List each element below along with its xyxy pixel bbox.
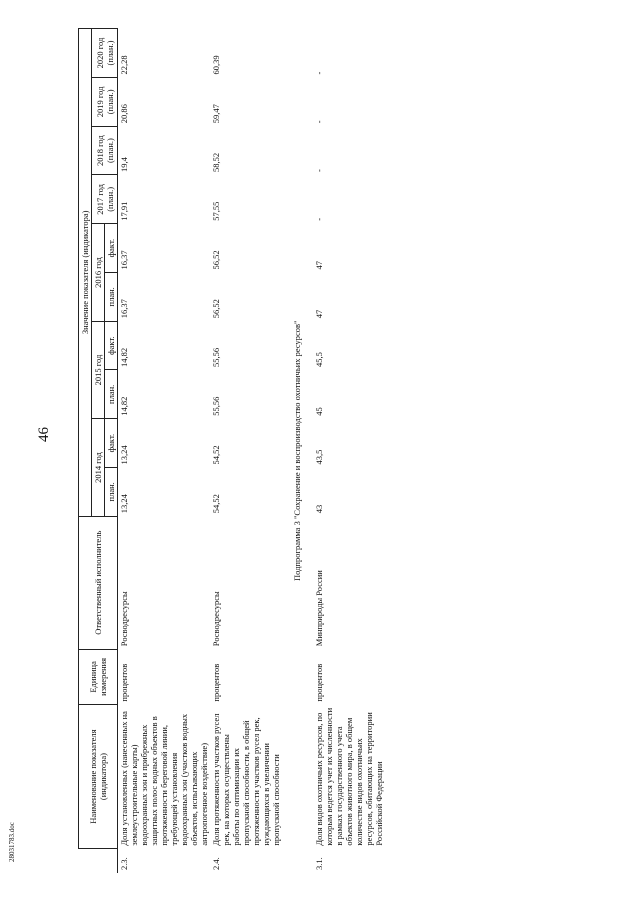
- header-2020: 2020 год (план.): [92, 29, 118, 78]
- header-plan: план.: [105, 370, 118, 419]
- table-header: [79, 29, 118, 874]
- header-name: Наименование показателя (индикатора): [79, 705, 118, 849]
- value-cell: 54,52: [211, 494, 222, 514]
- value-cell: 58,52: [211, 152, 222, 172]
- table-row: [118, 29, 211, 874]
- subprogram-title: Подпрограмма 3 "Сохранение и воспроизводство охотничьих ресурсов": [292, 320, 303, 582]
- header-2019: 2019 год (план.): [92, 77, 118, 126]
- header-values: Значение показателя (индикатора): [79, 29, 92, 517]
- value-cell: 17,91: [119, 201, 130, 221]
- row-number: 2.4.: [211, 857, 222, 870]
- indicator-name: Доля протяженности участков русел рек, на которых осуществлены работы по оптимизации их пропускной способности, в общей протяженности участков русел рек, нуждающихся в увеличении пропускной способности: [211, 713, 282, 846]
- indicator-name: Доля установленных (нанесенных на землеустроительные карты) водоохранных зон и прибрежных защитных полос водных объектов в протяженности береговой линии, требующей установления водоохранных зон (участков водных объектов, испытывающих антропогенное воздействие): [119, 711, 210, 846]
- value-cell: 47: [314, 309, 325, 319]
- value-cell: 13,24: [119, 445, 130, 465]
- header-blank: [79, 849, 118, 873]
- table-row: [210, 29, 282, 874]
- executor-cell: Росводресурсы: [211, 591, 222, 647]
- value-cell: 43: [314, 504, 325, 514]
- header-fact: факт.: [105, 321, 118, 370]
- indicators-table: [78, 28, 385, 873]
- header-2014: 2014 год: [92, 419, 105, 517]
- value-cell: 45: [314, 407, 325, 416]
- page-number: 46: [36, 427, 52, 442]
- value-cell: 20,86: [119, 104, 130, 124]
- value-cell: 56,52: [211, 250, 222, 270]
- row-number: 3.1.: [314, 857, 325, 870]
- value-cell: 13,24: [119, 494, 130, 514]
- value-cell: 55,56: [211, 347, 222, 367]
- header-2017: 2017 год (план.): [92, 175, 118, 224]
- header-plan: план.: [105, 272, 118, 321]
- header-fact: факт.: [105, 224, 118, 273]
- header-fact: факт.: [105, 419, 118, 468]
- table-row: [306, 29, 385, 874]
- executor-cell: Росводресурсы: [119, 591, 130, 647]
- value-cell: 57,55: [211, 201, 222, 221]
- subprogram-row: [282, 29, 306, 874]
- value-cell: 14,82: [119, 347, 130, 367]
- value-cell: 45,5: [314, 352, 325, 367]
- header-2018: 2018 год (план.): [92, 126, 118, 175]
- value-cell: 54,52: [211, 445, 222, 465]
- rotated-table-container: [78, 28, 608, 873]
- header-unit: Единица измерения: [79, 649, 118, 704]
- header-2015: 2015 год: [92, 321, 105, 419]
- row-number: 2.3.: [119, 857, 130, 870]
- document-id: 28031783.doc: [8, 822, 16, 862]
- value-cell: 43,5: [314, 449, 325, 465]
- value-cell: 16,37: [119, 250, 130, 270]
- value-cell: 19,4: [119, 157, 130, 172]
- value-cell: 56,52: [211, 299, 222, 319]
- value-cell: 22,28: [119, 55, 130, 75]
- unit-cell: процентов: [314, 663, 325, 702]
- value-cell: -: [314, 71, 325, 75]
- value-cell: -: [314, 217, 325, 221]
- header-plan: план.: [105, 467, 118, 516]
- value-cell: -: [314, 120, 325, 124]
- value-cell: 14,82: [119, 396, 130, 416]
- value-cell: -: [314, 169, 325, 172]
- table-body: [118, 29, 386, 874]
- indicator-name: Доля видов охотничьих ресурсов, по которым ведется учет их численности в рамках государственного учета объектов животного мира, в общем количестве видов охотничьих ресурсов, обитающих на территории Российской Федерации: [314, 707, 385, 846]
- value-cell: 47: [314, 260, 325, 270]
- value-cell: 55,56: [211, 396, 222, 416]
- executor-cell: Минприроды России: [314, 570, 325, 647]
- header-executor: Ответственный исполнитель: [79, 516, 118, 649]
- value-cell: 16,37: [119, 299, 130, 319]
- unit-cell: процентов: [211, 663, 222, 702]
- value-cell: 60,39: [211, 55, 222, 75]
- value-cell: 59,47: [211, 104, 222, 124]
- unit-cell: процентов: [119, 663, 130, 702]
- header-2016: 2016 год: [92, 224, 105, 322]
